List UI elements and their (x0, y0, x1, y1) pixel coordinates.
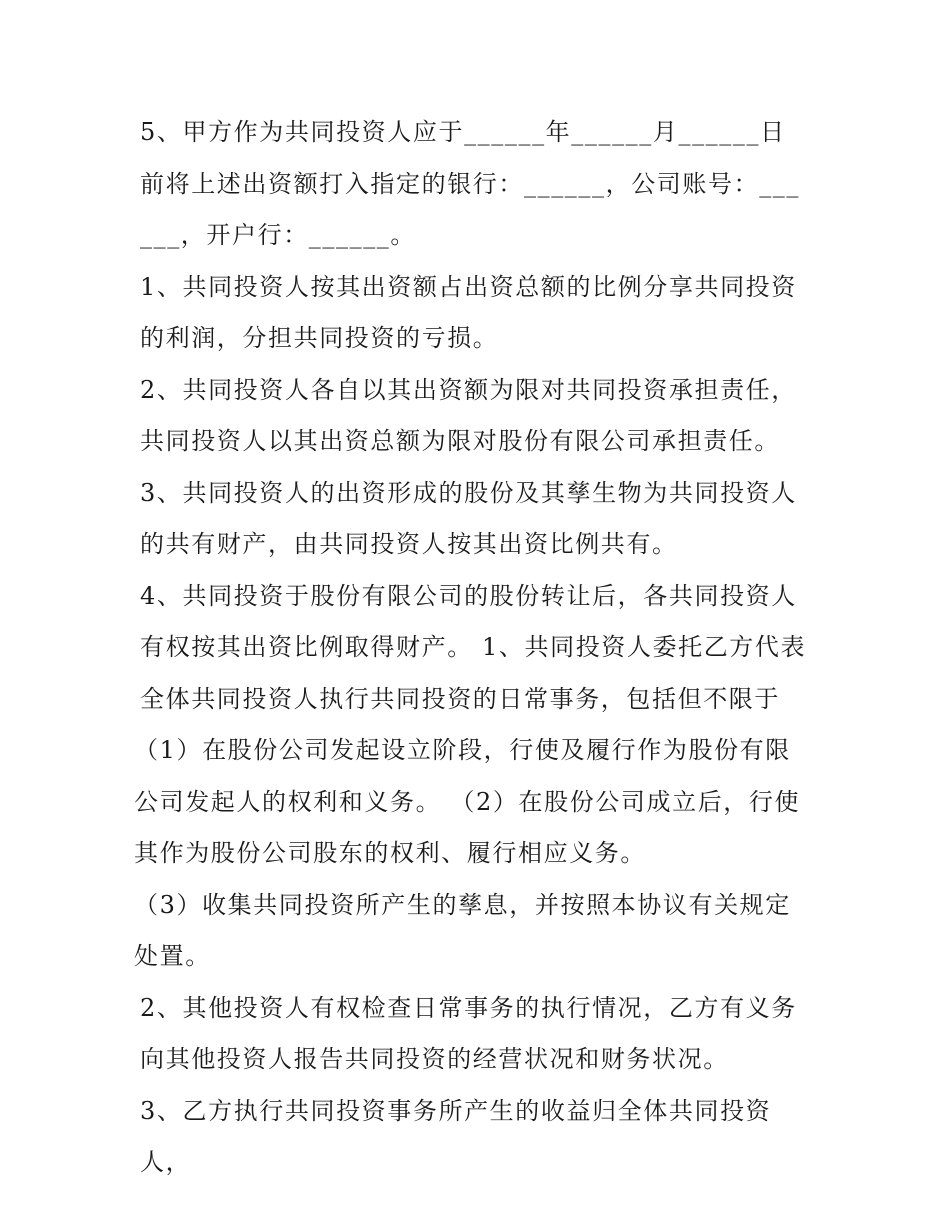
paragraph-liability: 2、共同投资人各自以其出资额为限对共同投资承担责任，共同投资人以其出资总额为限对股份有限公司承担责任。 (140, 375, 797, 455)
paragraph-income-attribution: 3、乙方执行共同投资事务所产生的收益归全体共同投资人， (140, 1096, 772, 1176)
paragraph-inspection-right: 2、其他投资人有权检查日常事务的执行情况，乙方有义务向其他投资人报告共同投资的经营状况和财务状况。 (140, 993, 797, 1073)
paragraph-item-3: （3）收集共同投资所产生的孳息，并按照本协议有关规定处置。 (134, 890, 791, 970)
paragraph-profit-sharing: 1、共同投资人按其出资额占出资总额的比例分享共同投资的利润，分担共同投资的亏损。 (140, 272, 797, 352)
paragraph-item-1-2: （1）在股份公司发起设立阶段，行使及履行作为股份有限公司发起人的权利和义务。 （2）在股份公司成立后，行使其作为股份公司股东的权利、履行相应义务。 (134, 736, 801, 867)
paragraph-share-transfer: 4、共同投资于股份有限公司的股份转让后，各共同投资人有权按其出资比例取得财产。 1、共同投资人委托乙方代表全体共同投资人执行共同投资的日常事务，包括但不限于 (140, 581, 807, 713)
paragraph-payment-deadline: 5、甲方作为共同投资人应于______年______月______日前将上述出资额打入指定的银行：______，公司账号：______，开户行：______。 (140, 118, 800, 249)
paragraph-common-property: 3、共同投资人的出资形成的股份及其孳生物为共同投资人的共有财产，由共同投资人按其出资比例共有。 (140, 478, 797, 558)
document-body (134, 107, 810, 1189)
